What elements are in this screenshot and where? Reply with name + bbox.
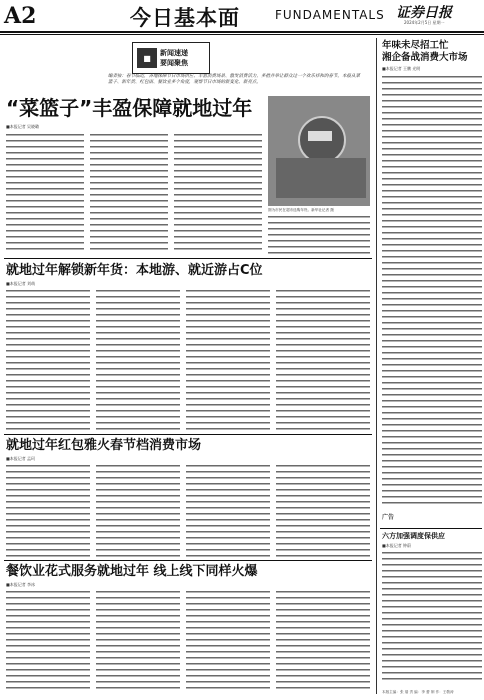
section-badge [132, 42, 210, 74]
sidebar-article-1-body [382, 76, 482, 504]
sidebar-article-2-byline: ■本报记者 钟蔚 [382, 543, 412, 548]
news-icon: ■ [137, 48, 157, 68]
photo-caption: 图为市民在超市选购年货。新华社记者 摄 [268, 208, 334, 212]
article-1-body-col-3 [174, 134, 262, 252]
section-divider [4, 434, 372, 435]
sidebar-article-2-body [382, 552, 482, 684]
article-1-body-col-4 [268, 216, 370, 256]
article-1-title: “菜篮子”丰盈保障就地过年 [6, 96, 253, 120]
article-1-body-col-2 [90, 134, 168, 252]
article-3-body-col-3 [186, 465, 270, 557]
sidebar-divider [376, 38, 377, 694]
article-2-byline: ■本报记者 刘萌 [6, 281, 36, 286]
section-title: 今日基本面 [130, 6, 240, 30]
sidebar-divider-h [380, 528, 482, 529]
badge-line-2: 要闻聚焦 [160, 59, 188, 67]
sidebar-article-1-title: 年味未尽招工忙 湘企备战消费大市场 [382, 40, 468, 63]
article-4-body-col-2 [96, 591, 180, 691]
article-1-byline: ■本报记者 吴晓璐 [6, 124, 40, 129]
article-4-body-col-3 [186, 591, 270, 691]
article-4-byline: ■本报记者 李冰 [6, 582, 36, 587]
section-divider [4, 560, 372, 561]
article-1-photo [268, 96, 370, 206]
issue-date: 2024年2月5日 星期一 [404, 20, 445, 25]
section-title-en: FUNDAMENTALS [275, 8, 385, 22]
sidebar-article-1-byline: ■本报记者 王鹏 光明 [382, 66, 421, 71]
article-3-body [6, 465, 90, 557]
article-3-body-col-4 [276, 465, 370, 557]
article-1-body [6, 134, 84, 252]
article-2-body-col-3 [186, 290, 270, 430]
page-credits: 本版主编：张 瑞 责 编：李 蕾 制 作：王敬涛 [382, 690, 454, 694]
article-4-title: 餐饮业花式服务就地过年 线上线下同样火爆 [6, 564, 258, 579]
badge-line-1: 新闻速递 [160, 49, 188, 57]
newspaper-logo: 证券日报 [396, 5, 452, 21]
article-2-body-col-2 [96, 290, 180, 430]
editor-note: 编者按：春节临近，各地保障节日市场供应、丰富消费场景、激发消费活力，多措并举让群众过一个欢乐祥和的春节。本报从菜篮子、新年货、红包雨、餐饮业多个角度，观察节日市场的新变化、新亮点。 [108, 74, 360, 85]
section-divider [4, 258, 372, 259]
header-rule-thin [0, 34, 484, 35]
article-3-body-col-2 [96, 465, 180, 557]
page-number: A2 [4, 3, 37, 29]
article-2-body-col-4 [276, 290, 370, 430]
article-3-byline: ■本报记者 孟珂 [6, 456, 36, 461]
article-3-title: 就地过年红包雅火春节档消费市场 [6, 438, 202, 453]
article-4-body [6, 591, 90, 691]
sidebar-article-2-title: 六方加强调度保供应 [382, 532, 445, 540]
badge-label [160, 48, 188, 68]
sidebar-ad: 广告 [382, 514, 395, 521]
article-4-body-col-4 [276, 591, 370, 691]
header-rule [0, 31, 484, 33]
article-2-title: 就地过年解锁新年货：本地游、就近游占C位 [6, 263, 263, 278]
article-2-body [6, 290, 90, 430]
